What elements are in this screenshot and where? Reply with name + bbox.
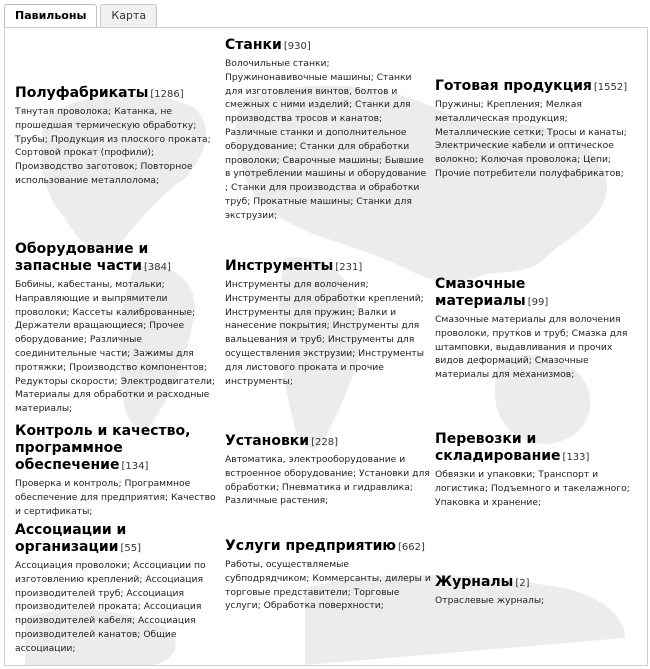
category-items[interactable]: Отраслевые журналы; — [435, 595, 545, 606]
category-count: [930] — [283, 41, 311, 52]
tab-map[interactable]: Карта — [100, 4, 157, 27]
category-title[interactable]: Полуфабрикаты — [15, 85, 149, 101]
category-machines — [225, 37, 431, 223]
category-title[interactable]: Перевозки и складирование — [435, 431, 561, 464]
category-title[interactable]: Журналы — [435, 574, 514, 590]
category-journals — [435, 574, 641, 608]
category-title[interactable]: Станки — [225, 37, 282, 53]
category-items[interactable]: Ассоциация проволоки; Ассоциации по изготовлению креплений; Ассоциация производителей труб; Ассоциация производителей проката; Ассоциация производителей кабеля; Ассоциация производителей канатов; Общие ассоциации; — [15, 560, 206, 654]
category-lubricants — [435, 276, 641, 382]
category-count: [228] — [311, 437, 339, 448]
category-quality-control — [15, 423, 221, 518]
category-items[interactable]: Пружины; Крепления; Мелкая металлическая продукция; Металлические сетки; Тросы и канаты; Электрические кабели и оптическое волокно; Колючая проволока; Цепи; Прочие потребители полуфабрикатов; — [435, 99, 627, 179]
category-items[interactable]: Работы, осуществляемые субподрядчиком; Коммерсанты, дилеры и торговые представители; Торговые услуги; Обработка поверхности; — [225, 559, 431, 612]
category-count: [231] — [335, 262, 363, 273]
category-items[interactable]: Волочильные станки; Пружинонавивочные машины; Станки для изготовления винтов, болтов и смежных с ними изделий; Станки для производства тросов и канатов; Различные станки и дополнительное оборудование; Станки для обработки проволоки; Сварочные машины; Бывшие в употреблении машины и оборудование ; Станки для производства и обработки труб; Прокатные машины; Станки для экструзии; — [225, 58, 427, 221]
category-title[interactable]: Оборудование и запасные части — [15, 241, 149, 274]
category-semi-finished — [15, 85, 221, 188]
category-title[interactable]: Готовая продукция — [435, 78, 592, 94]
category-items[interactable]: Инструменты для волочения; Инструменты для обработки креплений; Инструменты для пружин; Валки и нанесение покрытия; Инструменты для вальцевания и труб; Инструменты для осуществления экструзии; Инструменты для листового проката и прочие инструменты; — [225, 279, 425, 387]
category-count: [1286] — [150, 89, 184, 100]
category-title[interactable]: Услуги предприятию — [225, 538, 396, 554]
pavilions-panel — [4, 27, 648, 666]
category-count: [384] — [143, 262, 171, 273]
category-title[interactable]: Инструменты — [225, 258, 334, 274]
category-items[interactable]: Бобины, кабестаны, мотальки; Направляющие и выпрямители проволоки; Кассеты калиброванные; Держатели вращающиеся; Прочее оборудование; Различные соединительные части; Зажимы для протяжки; Производство компонентов; Редукторы скорости; Электродвигатели; Материалы для обработки и расходные материалы; — [15, 279, 216, 415]
category-items[interactable]: Автоматика, электрооборудование и встроенное оборудование; Установки для обработки; Пневматика и гидравлика; Различные растения; — [225, 454, 430, 507]
category-equipment — [15, 241, 221, 416]
category-business-services — [225, 538, 431, 613]
category-count: [662] — [398, 542, 425, 553]
category-associations — [15, 522, 221, 656]
tab-bar — [4, 4, 160, 28]
category-count: [99] — [527, 297, 549, 308]
category-title[interactable]: Контроль и качество, программное обеспечение — [15, 423, 191, 473]
category-title[interactable]: Ассоциации и организации — [15, 522, 127, 555]
category-items[interactable]: Обвязки и упаковки; Транспорт и логистика; Подъемного и такелажного; Упаковка и хранение; — [435, 469, 630, 508]
category-tools — [225, 258, 431, 388]
category-count: [134] — [121, 461, 149, 472]
category-count: [1552] — [593, 82, 628, 93]
category-count: [55] — [120, 543, 141, 554]
category-items[interactable]: Тянутая проволока; Катанка, не прошедшая термическую обработку; Трубы; Продукция из плоского проката; Сортовой прокат (профили); Производство заготовок; Повторное использование металлолома; — [15, 106, 211, 186]
category-finished-products — [435, 78, 641, 181]
category-transport-storage — [435, 431, 641, 509]
category-installations — [225, 433, 431, 508]
category-title[interactable]: Установки — [225, 433, 310, 449]
category-count: [133] — [562, 452, 590, 463]
tab-pavilions[interactable]: Павильоны — [4, 4, 97, 28]
category-title[interactable]: Смазочные материалы — [435, 276, 526, 309]
category-items[interactable]: Проверка и контроль; Программное обеспечение для предприятия; Качество и сертификаты; — [15, 478, 216, 517]
category-count: [2] — [515, 578, 530, 589]
category-items[interactable]: Смазочные материалы для волочения проволоки, прутков и труб; Смазка для штамповки, выдавливания и прочих видов деформаций; Смазочные материалы для механизмов; — [435, 314, 628, 381]
